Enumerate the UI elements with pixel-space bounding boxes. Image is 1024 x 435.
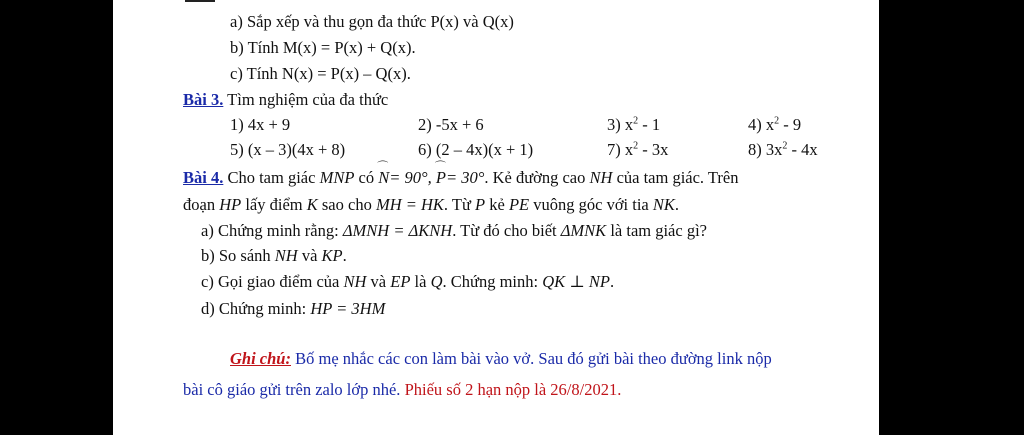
note-line2: bài cô giáo gửi trên zalo lớp nhé. Phiếu số 2 hạn nộp là 26/8/2021. (183, 380, 622, 399)
bai4-part-a: a) Chứng minh rằng: ΔMNH = ΔKNH. Từ đó cho biết ΔMNK là tam giác gì? (201, 221, 707, 240)
bai3-label: Bài 3. (183, 90, 224, 109)
poly-6: 6) (2 – 4x)(x + 1) (418, 140, 534, 159)
note-line1: Ghi chú: Bố mẹ nhắc các con làm bài vào vở. Sau đó gửi bài theo đường link nộp (230, 349, 772, 368)
deadline-text: Phiếu số 2 hạn nộp là 26/8/2021. (404, 380, 622, 399)
poly-8: 8) $3x^2 - 4x$ (748, 140, 818, 159)
bai4-label: Bài 4. (183, 168, 224, 187)
bai4-line1: Bài 4. Cho tam giác MNP có ⌒ N= 90°, ⌒ P= 30°. Kẻ đường cao NH của tam giác. Trên (183, 168, 738, 188)
bai4-part-c: c) Gọi giao điểm của NH và EP là Q. Chứng minh: QK ⊥ NP. (201, 272, 615, 291)
angle-p: ⌒ P (436, 168, 446, 188)
bai4-part-d: d) Chứng minh: HP = 3HM (201, 299, 386, 318)
poly-4: 4) $x^2 - 9$ (748, 115, 802, 134)
bai4-line2: đoạn HP lấy điểm K sao cho MH = HK. Từ P kẻ PE vuông góc với tia NK. (183, 195, 680, 214)
poly-1: 1) 4x + 9 (230, 115, 291, 134)
poly-3: 3) $x^2 - 1$ (607, 115, 661, 134)
poly-7: 7) $x^2 - 3x$ (607, 140, 669, 159)
bai4-part-b: b) So sánh NH và KP. (201, 246, 347, 265)
bai3-title: Tìm nghiệm của đa thức (227, 90, 389, 109)
bai3-heading (183, 90, 388, 110)
poly-2: 2) -5x + 6 (418, 115, 484, 134)
document-page (113, 0, 879, 435)
note-label: Ghi chú: (230, 349, 291, 368)
part-b: b) Tính M(x) = P(x) + Q(x). (230, 38, 416, 57)
top-rule (185, 0, 215, 2)
poly-5: 5) (x – 3)(4x + 8) (230, 140, 346, 159)
part-a: a) Sắp xếp và thu gọn đa thức P(x) và Q(x) (230, 12, 514, 31)
part-c: c) Tính N(x) = P(x) – Q(x). (230, 64, 411, 83)
angle-n: ⌒ N (378, 168, 389, 188)
